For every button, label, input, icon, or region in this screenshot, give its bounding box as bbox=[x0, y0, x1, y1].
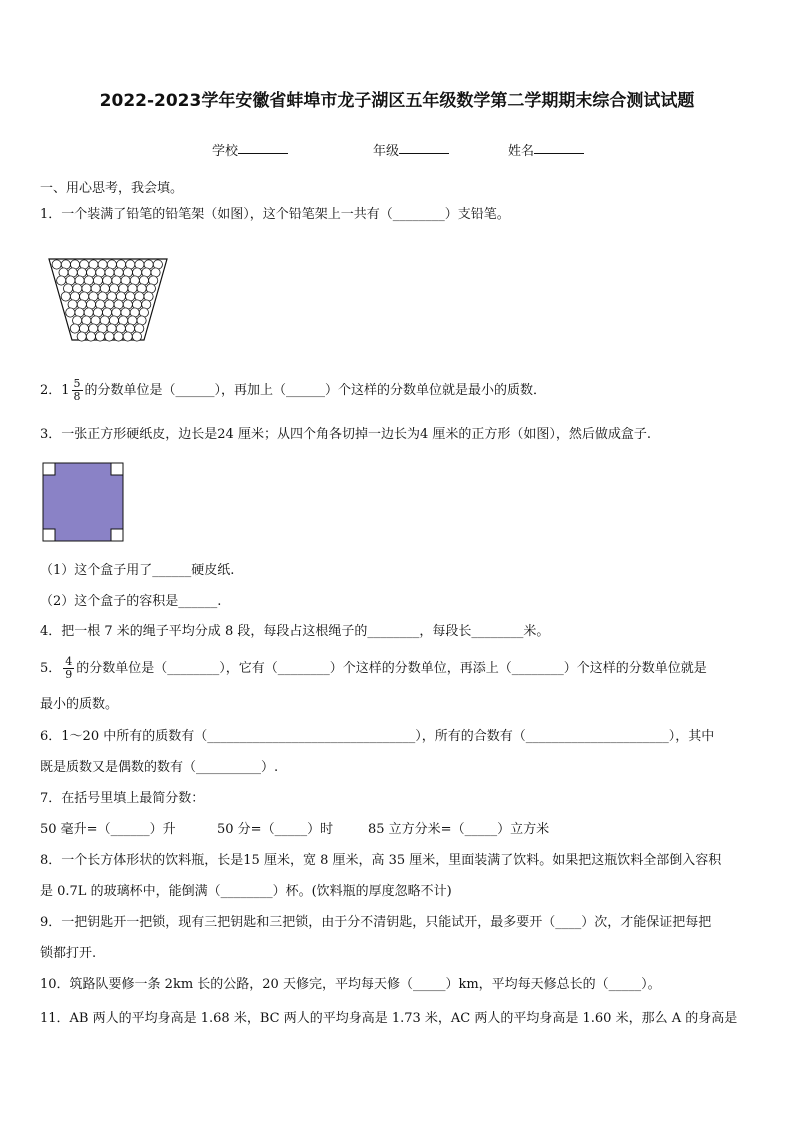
question-7-b: 50 分=（_____）时 bbox=[217, 822, 334, 837]
q2-frac-den: 8 bbox=[73, 390, 81, 403]
q2-text: 的分数单位是（______），再加上（______）个这样的分数单位就是最小的质数． bbox=[84, 383, 547, 398]
name-label: 姓名 bbox=[508, 144, 535, 159]
pencil-end bbox=[86, 332, 95, 341]
school-field[interactable] bbox=[212, 140, 238, 159]
question-2 bbox=[40, 378, 546, 403]
name-blank[interactable] bbox=[534, 140, 584, 154]
grade-field[interactable] bbox=[373, 140, 399, 159]
pencil-end bbox=[70, 324, 79, 333]
question-3-part-2: （2）这个盒子的容积是______. bbox=[40, 594, 222, 609]
cut-corner-top-left bbox=[43, 463, 55, 475]
pencil-end bbox=[132, 332, 141, 341]
school-label: 学校 bbox=[212, 144, 239, 159]
pencil-end bbox=[61, 292, 70, 301]
question-6-line-2: 既是质数又是偶数的数有（__________）. bbox=[40, 760, 279, 775]
cut-corner-bottom-left bbox=[43, 529, 55, 541]
question-3: 3．一张正方形硬纸皮，边长是24 厘米；从四个角各切掉一边长为4 厘米的正方形（如图），然后做成盒子. bbox=[40, 427, 651, 442]
question-7-c: 85 立方分米=（_____）立方米 bbox=[368, 822, 550, 837]
cut-corner-top-right bbox=[111, 463, 123, 475]
pencil-end bbox=[52, 260, 61, 269]
q5-fraction bbox=[63, 656, 74, 681]
pencil-end bbox=[114, 332, 123, 341]
question-5 bbox=[40, 656, 707, 681]
pencil-end bbox=[77, 332, 86, 341]
pencil-end bbox=[105, 332, 114, 341]
question-8-line-1: 8．一个长方体形状的饮料瓶，长是15 厘米，宽 8 厘米，高 35 厘米，里面装满了饮料。如果把这瓶饮料全部倒入容积 bbox=[40, 853, 722, 868]
page-title: 2022-2023学年安徽省蚌埠市龙子湖区五年级数学第二学期期末综合测试试题 bbox=[99, 91, 695, 111]
school-blank[interactable] bbox=[238, 140, 288, 154]
q5-frac-num: 4 bbox=[65, 655, 73, 668]
pencil-end bbox=[123, 332, 132, 341]
grade-label: 年级 bbox=[373, 144, 400, 159]
q2-frac-num: 5 bbox=[73, 377, 81, 390]
q2-prefix: 2．1 bbox=[40, 383, 70, 398]
name-field[interactable] bbox=[508, 140, 534, 159]
section-heading: 一、用心思考，我会填。 bbox=[40, 181, 184, 196]
question-5-line-2: 最小的质数。 bbox=[40, 697, 119, 712]
cut-corner-bottom-right bbox=[111, 529, 123, 541]
pencil-end bbox=[96, 332, 105, 341]
question-8-line-2: 是 0.7L 的玻璃杯中，能倒满（________）杯。(饮料瓶的厚度忽略不计) bbox=[40, 884, 452, 899]
question-6-line-1: 6．1～20 中所有的质数有（________________________________），所有的合数有（______________________），其中 bbox=[40, 729, 715, 744]
cardboard-square-figure bbox=[42, 462, 124, 542]
question-3-part-1: （1）这个盒子用了______硬皮纸. bbox=[40, 563, 235, 578]
question-11: 11．AB 两人的平均身高是 1.68 米，BC 两人的平均身高是 1.73 米，AC 两人的平均身高是 1.60 米，那么 A 的身高是 bbox=[40, 1011, 738, 1026]
q5-frac-den: 9 bbox=[65, 668, 73, 681]
question-10: 10．筑路队要修一条 2km 长的公路，20 天修完，平均每天修（_____）km，平均每天修总长的（_____）。 bbox=[40, 977, 661, 992]
q5-prefix: 5． bbox=[40, 661, 62, 676]
pencil-end bbox=[66, 308, 75, 317]
question-7-line-1: 7．在括号里填上最简分数： bbox=[40, 791, 205, 806]
pencil-holder-figure bbox=[48, 256, 168, 342]
question-4: 4．把一根 7 米的绳子平均分成 8 段，每段占这根绳子的________，每段长________米。 bbox=[40, 624, 550, 639]
pencil-end bbox=[57, 276, 66, 285]
q5-text: 的分数单位是（________），它有（________）个这样的分数单位，再添上（________）个这样的分数单位就是 bbox=[76, 661, 707, 676]
question-9-line-2: 锁都打开. bbox=[40, 946, 97, 961]
q2-fraction bbox=[72, 378, 83, 403]
question-7-a: 50 毫升=（______）升 bbox=[40, 822, 176, 837]
grade-blank[interactable] bbox=[399, 140, 449, 154]
question-9-line-1: 9．一把钥匙开一把锁，现有三把钥匙和三把锁，由于分不清钥匙，只能试开，最多要开（____）次，才能保证把每把 bbox=[40, 915, 712, 930]
question-1: 1．一个装满了铅笔的铅笔架（如图），这个铅笔架上一共有（________）支铅笔。 bbox=[40, 207, 510, 222]
